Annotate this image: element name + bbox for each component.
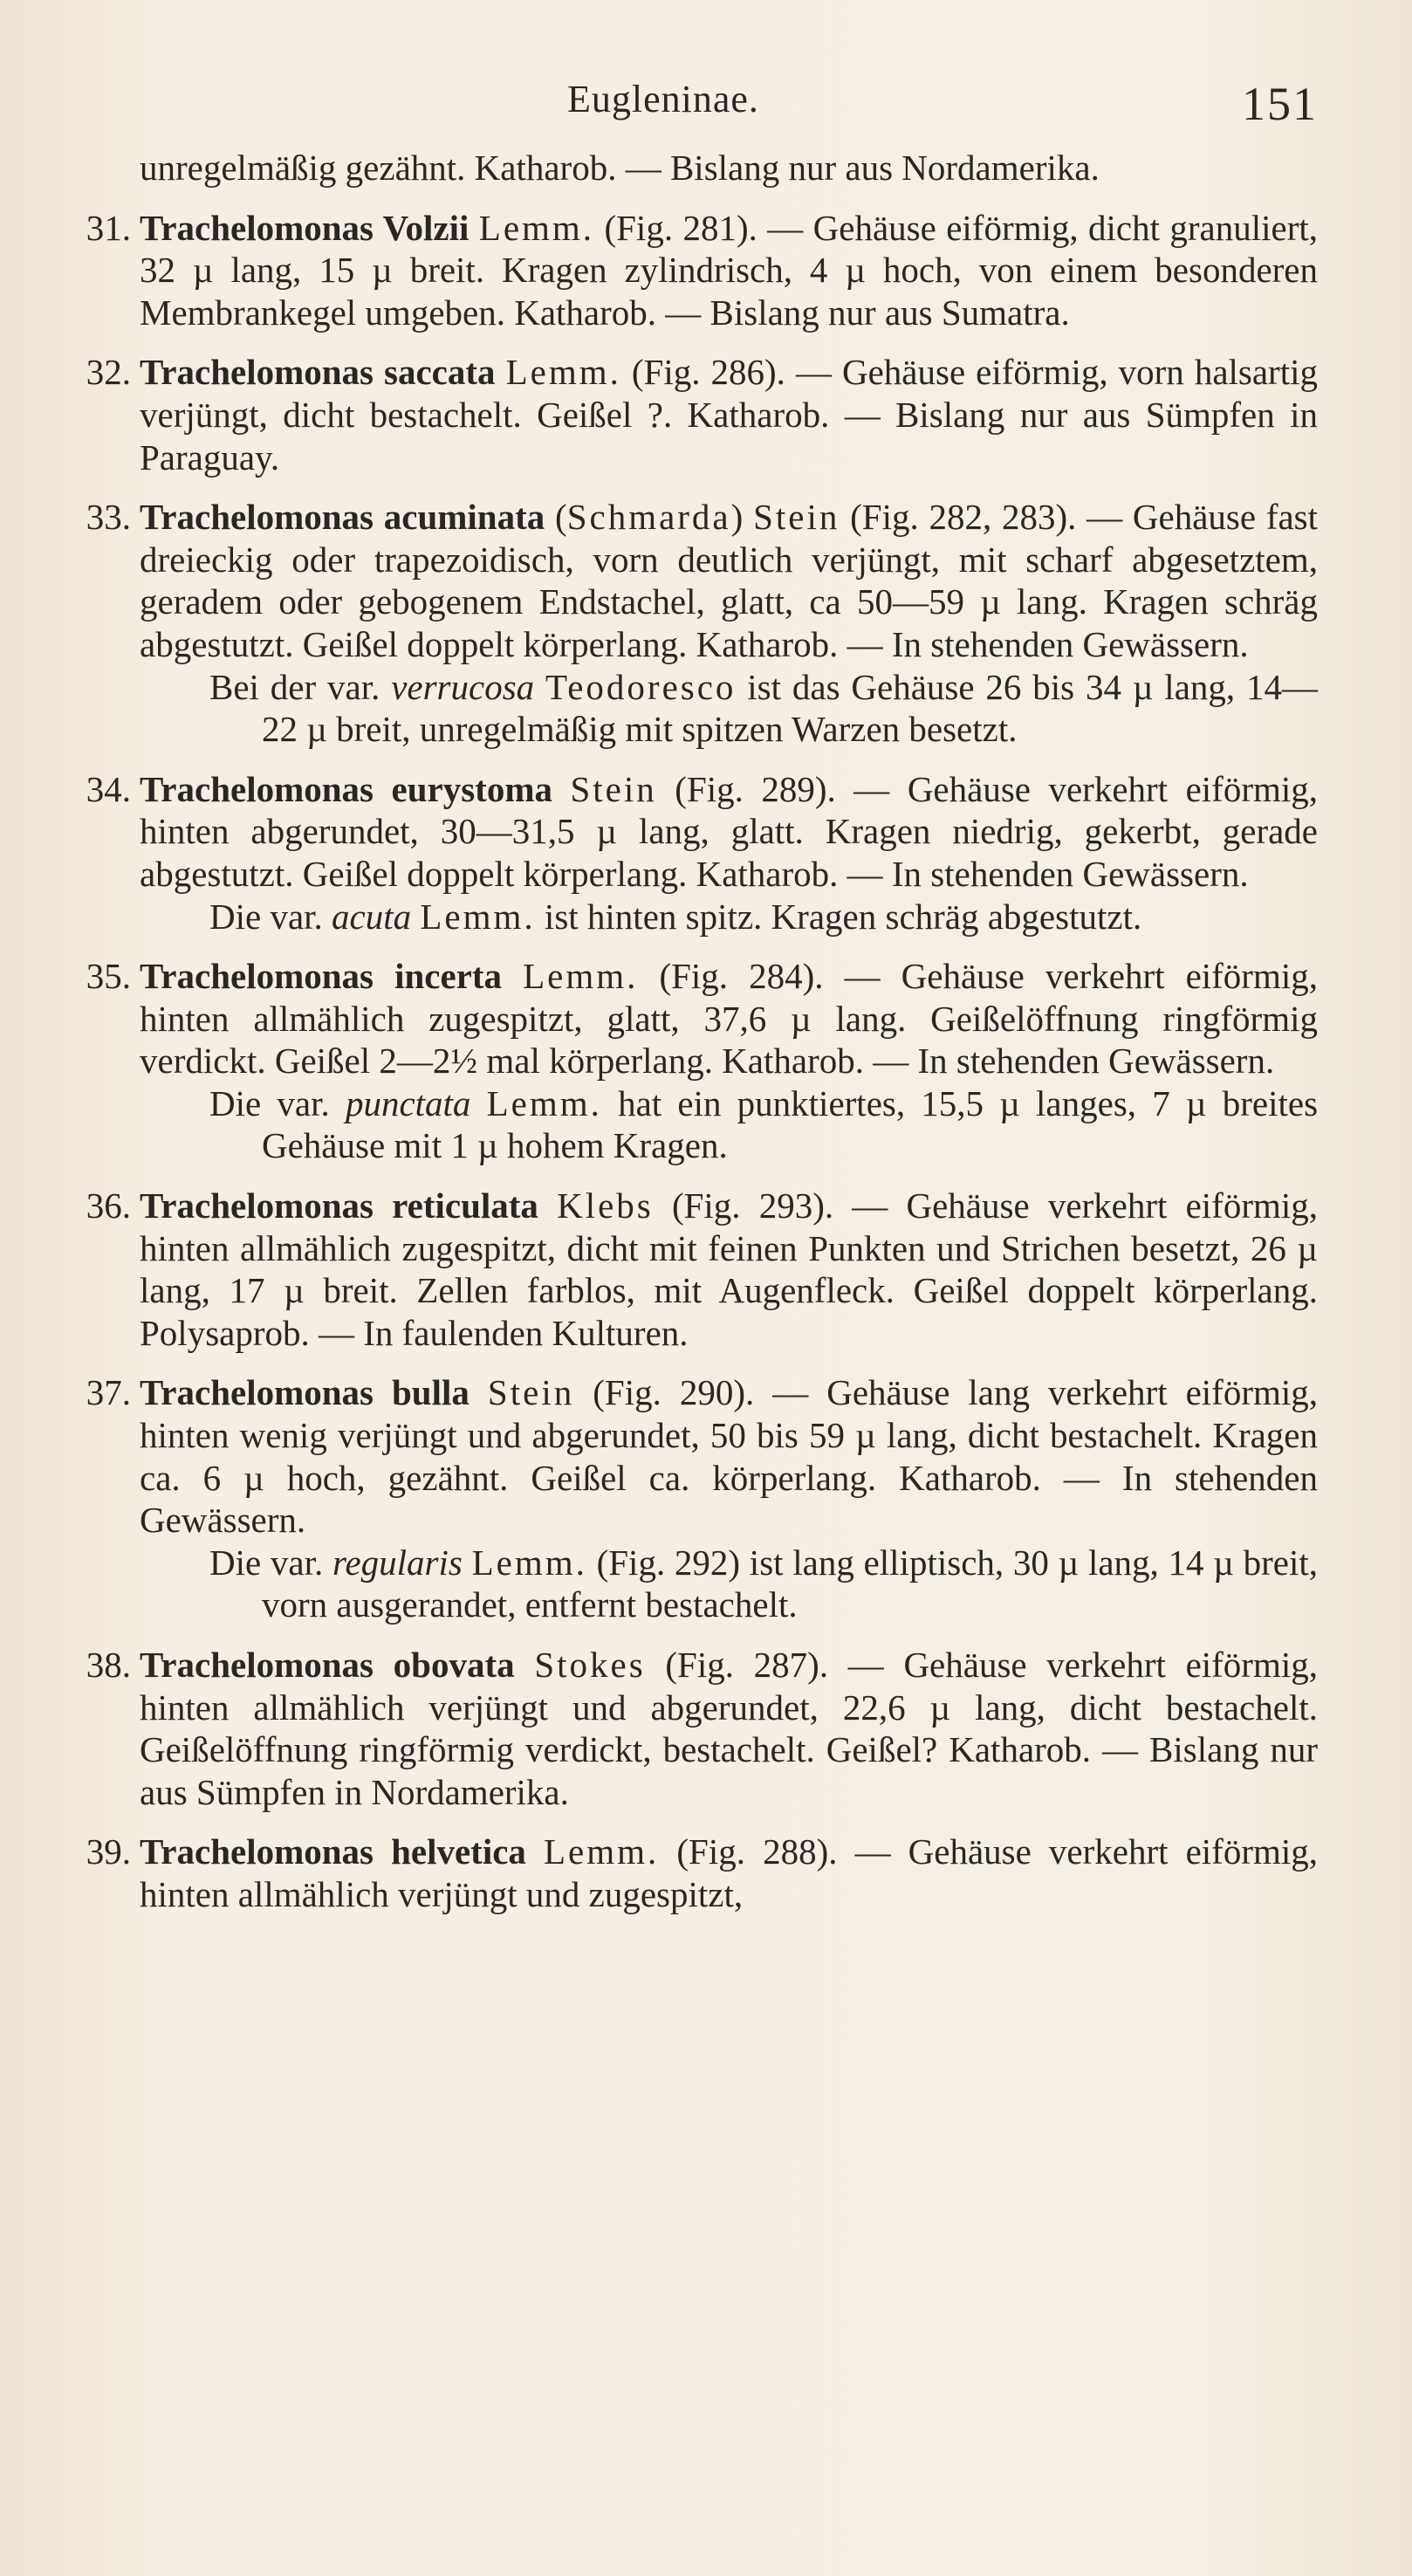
variety-prefix: Bei der var.	[209, 666, 380, 707]
running-head	[140, 68, 1318, 147]
variety-author: Lemm.	[471, 1542, 587, 1583]
variety-prefix: Die var.	[209, 1542, 324, 1583]
entry-number: 31.	[86, 207, 131, 248]
species-author-second: Stein	[753, 497, 840, 538]
entry-description: (Fig. 290). — Gehäuse lang verkehrt eiförmig, hinten wenig verjüngt und abgerundet, 50 bis 59 µ lang, dicht bestachelt. Kragen ca. 6 µ hoch, gezähnt. Geißel ca. körperlang. Katharob. — In stehenden Gewässern.	[140, 1372, 1319, 1541]
variety-name: regularis	[332, 1542, 463, 1583]
entry-number: 35.	[86, 956, 131, 997]
variety-note	[140, 1082, 1318, 1167]
author-paren-close: )	[730, 497, 744, 538]
species-author: Stokes	[534, 1645, 646, 1685]
variety-note	[140, 1542, 1318, 1626]
entry-number: 38.	[86, 1645, 131, 1685]
variety-note	[140, 896, 1318, 938]
species-name: Trachelomonas reticulata	[140, 1185, 538, 1226]
species-author: Schmarda	[566, 497, 731, 538]
species-name: Trachelomonas helvetica	[140, 1831, 526, 1872]
species-entry-37	[86, 1371, 1319, 1626]
species-name: Trachelomonas bulla	[140, 1372, 470, 1413]
species-name: Trachelomonas Volzii	[140, 207, 470, 248]
species-entry-32	[86, 351, 1318, 478]
species-author: Stein	[570, 768, 657, 809]
entry-number: 32.	[86, 352, 131, 393]
variety-name: acuta	[332, 896, 412, 937]
variety-name: punctata	[345, 1082, 471, 1123]
entry-description: (Fig. 289). — Gehäuse verkehrt eiförmig, hinten abgerundet, 30—31,5 µ lang, glatt. Kragen niedrig, gekerbt, gerade abgestutzt. Geißel doppelt körperlang. Katharob. — In stehenden Gewässern.	[140, 768, 1319, 894]
entry-description: (Fig. 288). — Gehäuse verkehrt eiförmig, hinten allmählich verjüngt und zugespitzt,	[140, 1831, 1318, 1914]
entry-number: 37.	[86, 1372, 131, 1413]
entry-description: (Fig. 282, 283). — Gehäuse fast dreieckig oder trapezoidisch, vorn deutlich verjüngt, mit scharf abgesetztem, geradem oder gebogenem Endstachel, glatt, ca 50—59 µ lang. Kragen schräg abgestutzt. Geißel doppelt körperlang. Katharob. — In stehenden Gewässern.	[140, 497, 1319, 664]
author-paren-open: (	[555, 497, 567, 538]
species-author: Klebs	[557, 1185, 654, 1226]
entry-number: 39.	[86, 1831, 131, 1872]
species-name: Trachelomonas eurystoma	[140, 768, 552, 809]
variety-description: (Fig. 292) ist lang elliptisch, 30 µ lang, 14 µ breit, vorn ausgerandet, entfernt bestachelt.	[262, 1542, 1319, 1625]
species-entry-38	[86, 1644, 1318, 1813]
species-entry-33	[86, 496, 1319, 751]
entry-description: (Fig. 281). — Gehäuse eiförmig, dicht granuliert, 32 µ lang, 15 µ breit. Kragen zylindrisch, 4 µ hoch, von einem besonderen Membrankegel umgeben. Katharob. — Bislang nur aus Sumatra.	[140, 207, 1319, 333]
entry-description: (Fig. 287). — Gehäuse verkehrt eiförmig, hinten allmählich verjüngt und abgerundet, 22,6 µ lang, dicht bestachelt. Geißelöffnung ringförmig verdickt, bestachelt. Geißel? Katharob. — Bislang nur aus Sümpfen in Nordamerika.	[140, 1645, 1318, 1812]
page-number: 151	[1242, 78, 1318, 130]
variety-name: verrucosa	[391, 666, 535, 707]
variety-description: hat ein punktiertes, 15,5 µ langes, 7 µ breites Gehäuse mit 1 µ hohem Kragen.	[262, 1082, 1319, 1166]
species-name: Trachelomonas acuminata	[140, 497, 545, 538]
species-author: Lemm.	[523, 956, 639, 997]
variety-prefix: Die var.	[209, 1082, 330, 1123]
variety-note	[140, 666, 1318, 751]
species-author: Lemm.	[544, 1831, 660, 1872]
species-name: Trachelomonas incerta	[140, 956, 503, 997]
species-author: Stein	[487, 1372, 575, 1413]
entry-description: (Fig. 293). — Gehäuse verkehrt eiförmig, hinten allmählich zugespitzt, dicht mit feinen Punkten und Strichen besetzt, 26 µ lang, 17 µ breit. Zellen farblos, mit Augenfleck. Geißel doppelt körperlang. Polysaprob. — In faulenden Kulturen.	[140, 1185, 1319, 1353]
variety-author: Lemm.	[486, 1082, 602, 1123]
continuation-paragraph: unregelmäßig gezähnt. Katharob. — Bislang nur aus Nordamerika.	[140, 148, 1100, 188]
running-title: Eugleninae.	[567, 78, 759, 120]
variety-description: ist hinten spitz. Kragen schräg abgestutzt.	[544, 896, 1142, 937]
entry-number: 36.	[86, 1185, 131, 1226]
variety-author: Lemm.	[420, 896, 536, 937]
entry-description: (Fig. 284). — Gehäuse verkehrt eiförmig, hinten allmählich zugespitzt, glatt, 37,6 µ lang. Geißelöffnung ringförmig verdickt. Geißel 2—2½ mal körperlang. Katharob. — In stehenden Gewässern.	[140, 956, 1318, 1082]
variety-prefix: Die var.	[209, 896, 323, 937]
variety-description: ist das Gehäuse 26 bis 34 µ lang, 14—22 µ breit, unregelmäßig mit spitzen Warzen besetzt.	[262, 666, 1318, 750]
variety-author: Teodoresco	[545, 666, 737, 707]
body-text	[86, 147, 1319, 1916]
species-author: Lemm.	[505, 352, 621, 393]
species-author: Lemm.	[478, 207, 595, 248]
species-entry-34	[86, 768, 1319, 938]
entry-description: (Fig. 286). — Gehäuse eiförmig, vorn halsartig verjüngt, dicht bestachelt. Geißel ?. Katharob. — Bislang nur aus Sümpfen in Paraguay.	[140, 352, 1318, 477]
species-entry-36	[86, 1185, 1319, 1354]
entry-number: 34.	[86, 768, 131, 809]
species-entry-31	[86, 207, 1319, 334]
entry-number: 33.	[86, 497, 131, 538]
species-name: Trachelomonas obovata	[140, 1645, 515, 1685]
species-entry-39	[86, 1831, 1318, 1915]
species-entry-35	[86, 955, 1319, 1167]
species-name: Trachelomonas saccata	[140, 352, 496, 393]
